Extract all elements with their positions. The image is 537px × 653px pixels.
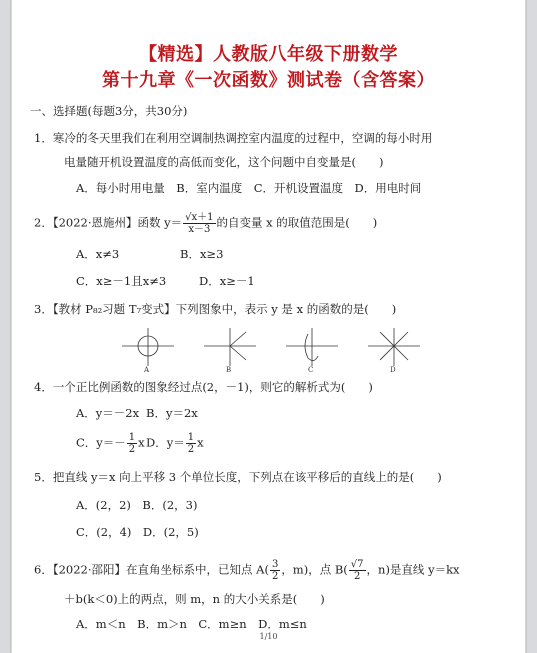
q4-option-c-den: 2 xyxy=(128,444,136,455)
q6-b-fraction xyxy=(349,559,366,582)
q2-frac-numerator: √x＋1 xyxy=(185,212,214,223)
q2-prefix: 2．【2022·恩施州】函数 y＝ xyxy=(34,215,183,230)
q5-options-cd: C．(2，4) D．(2，5) xyxy=(76,525,199,539)
q6-mid2: ，n)是直线 y＝kx xyxy=(366,562,460,577)
q4-option-c-fraction xyxy=(127,432,137,455)
graph-b-label: B xyxy=(226,366,232,374)
q2-option-a: A．x≠3 xyxy=(76,247,120,261)
page-number: 1/10 xyxy=(259,632,278,641)
document-page xyxy=(12,0,525,653)
q6-prefix: 6．【2022·邵阳】在直角坐标系中，已知点 A( xyxy=(34,562,269,577)
q4-option-b: B．y＝2x xyxy=(146,406,198,420)
q1-text-line-2: 电量随开机设置温度的高低而变化，这个问题中自变量是( ) xyxy=(64,155,384,169)
q6-a-fraction xyxy=(270,559,280,582)
viewer-left-gutter xyxy=(0,0,11,653)
q5-options-ab: A．(2，2) B．(2，3) xyxy=(76,498,198,512)
q4-option-a: A．y＝－2x xyxy=(76,406,140,420)
viewer-right-scrollbar[interactable] xyxy=(526,0,537,653)
q4-option-d-num: 1 xyxy=(187,432,195,443)
title-line-1: 【精选】人教版八年级下册数学 xyxy=(139,44,398,65)
graph-d-label: D xyxy=(390,366,396,374)
q2-option-d: D．x≥－1 xyxy=(199,274,255,288)
q6-b-num: √7 xyxy=(350,559,364,570)
q2-fraction xyxy=(183,212,215,235)
q2-option-c: C．x≥－1且x≠3 xyxy=(76,274,167,288)
q2-option-b: B．x≥3 xyxy=(180,247,224,261)
graph-c-label: C xyxy=(308,366,314,374)
q4-option-c-pre: C．y＝－ xyxy=(76,435,126,450)
q4-option-c xyxy=(76,432,145,455)
q6-text-line-1 xyxy=(34,559,460,582)
q2-frac-denominator: x－3 xyxy=(188,224,211,235)
q4-option-d-post: x xyxy=(197,435,204,450)
section-heading: 一、选择题(每题3分，共30分) xyxy=(30,104,188,118)
q5-text: 5．把直线 y＝x 向上平移 3 个单位长度，下列点在该平移后的直线上的是( ) xyxy=(34,470,442,484)
q6-mid1: ，m)，点 B( xyxy=(281,562,348,577)
q6-options: A．m＜n B．m＞n C．m≥n D．m≤n xyxy=(76,617,307,631)
q4-option-d-fraction xyxy=(186,432,196,455)
graph-a-label: A xyxy=(144,366,150,374)
q2-question xyxy=(34,212,377,235)
q6-a-num: 3 xyxy=(271,559,279,570)
q4-option-d xyxy=(146,432,204,455)
title-line-2: 第十九章《一次函数》测试卷（含答案） xyxy=(102,70,435,91)
q6-b-den: 2 xyxy=(353,571,361,582)
q4-text: 4．一个正比例函数的图象经过点(2，－1)，则它的解析式为( ) xyxy=(34,380,373,394)
q2-suffix: 的自变量 x 的取值范围是( ) xyxy=(216,215,378,230)
q4-option-c-num: 1 xyxy=(128,432,136,443)
q3-text: 3．【教材 P₈₂习题 T₇变式】下列图象中，表示 y 是 x 的函数的是( ) xyxy=(34,302,397,316)
q1-options: A．每小时用电量 B．室内温度 C．开机设置温度 D．用电时间 xyxy=(76,181,422,195)
q4-option-d-den: 2 xyxy=(187,444,195,455)
q6-text-line-2: ＋b(k＜0)上的两点，则 m，n 的大小关系是( ) xyxy=(64,592,325,606)
q4-option-c-post: x xyxy=(138,435,145,450)
q4-option-d-pre: D．y＝ xyxy=(146,435,185,450)
q6-a-den: 2 xyxy=(271,571,279,582)
q1-text-line-1: 1．寒冷的冬天里我们在利用空调制热调控室内温度的过程中，空调的每小时用 xyxy=(34,131,433,145)
